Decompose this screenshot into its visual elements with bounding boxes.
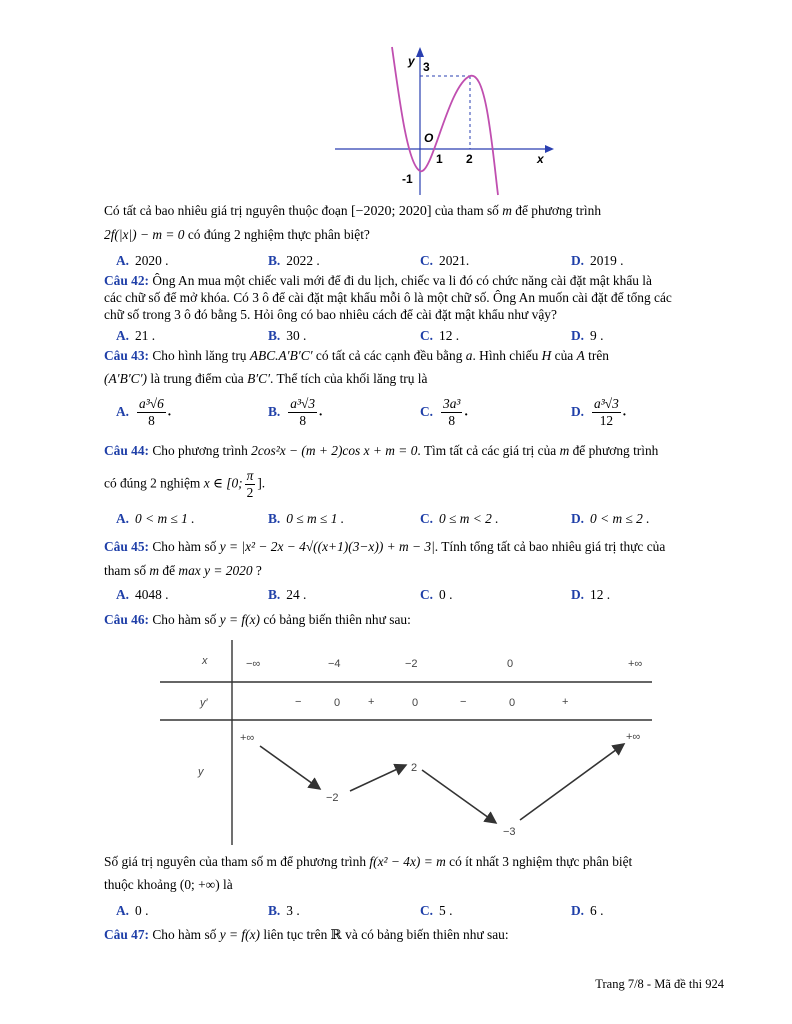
q42-line2: các chữ số để mở khóa. Có 3 ô để cài đặt mật khẩu mỗi ô là một chữ số. Ông An muốn cài đặt để tổng các <box>104 290 672 305</box>
graph-tick-3: 3 <box>423 60 430 74</box>
arrow-down-1 <box>260 746 320 789</box>
q45-option-c[interactable]: C. 0 . <box>420 587 453 602</box>
q41-option-d[interactable]: D. 2019 . <box>571 253 624 268</box>
table-yp-0: − <box>295 696 302 708</box>
table-y-0: +∞ <box>240 732 255 744</box>
table-yp-label: y′ <box>200 697 208 709</box>
q44-line1: Câu 44: Cho phương trình 2cos²x − (m + 2)cos x + m = 0. Tìm tất cả các giá trị của m để phương trình <box>104 443 659 458</box>
q45-line1: Câu 45: Cho hàm số y = |x² − 2x − 4√((x+1)(3−x)) + m − 3|. Tính tổng tất cả bao nhiêu giá trị thực của <box>104 539 666 554</box>
graph-tick-neg1: -1 <box>402 172 413 186</box>
q43-line1: Câu 43: Cho hình lăng trụ ABC.A′B′C′ có tất cả các cạnh đều bằng a. Hình chiếu H của A trên <box>104 348 609 363</box>
table-y-3: −3 <box>503 826 516 838</box>
q45-option-b[interactable]: B. 24 . <box>268 587 307 602</box>
q41-option-a[interactable]: A. 2020 . <box>116 253 169 268</box>
q44-option-a[interactable]: A. 0 < m ≤ 1 . <box>116 511 195 526</box>
table-yp-2: + <box>368 696 375 708</box>
q46-option-c[interactable]: C. 5 . <box>420 903 453 918</box>
q44-line2: có đúng 2 nghiệm x ∈ [0; $\frac{\pi}{2}$ ]. <box>104 468 266 500</box>
q46-option-b[interactable]: B. 3 . <box>268 903 300 918</box>
table-yp-5: 0 <box>509 697 516 709</box>
table-x-4: +∞ <box>628 658 643 670</box>
y-axis-arrow <box>416 47 424 57</box>
q43-option-a[interactable]: A. $\frac{\text{a³√6}}{8}$ . <box>116 396 172 428</box>
q44-option-c[interactable]: C. 0 ≤ m < 2 . <box>420 511 499 526</box>
q44-option-d[interactable]: D. 0 < m ≤ 2 . <box>571 511 650 526</box>
q43-option-b[interactable]: B. $\frac{\text{a³√3}}{8}$ . <box>268 396 323 428</box>
q44-option-b[interactable]: B. 0 ≤ m ≤ 1 . <box>268 511 345 526</box>
q41-option-b[interactable]: B. 2022 . <box>268 253 320 268</box>
variation-table <box>160 640 652 845</box>
q46-line3: thuộc khoảng (0; +∞) là <box>104 877 233 892</box>
function-graph <box>330 45 560 200</box>
q46-line1: Câu 46: Cho hàm số y = f(x) có bảng biến thiên như sau: <box>104 612 411 627</box>
q42-line3: chữ số trong 3 ô đó bằng 5. Hỏi ông có bao nhiêu cách để cài đặt mật khẩu như vậy? <box>104 307 557 322</box>
q41-line1: Có tất cả bao nhiêu giá trị nguyên thuộc đoạn [−2020; 2020] của tham số m để phương trình <box>104 203 602 219</box>
table-y-4: +∞ <box>626 731 641 743</box>
q46-line2: Số giá trị nguyên của tham số m để phương trình f(x² − 4x) = m có ít nhất 3 nghiệm thực phân biệt <box>104 854 633 869</box>
q46-option-d[interactable]: D. 6 . <box>571 903 604 918</box>
table-yp-6: + <box>562 696 569 708</box>
q43-option-d[interactable]: D. $\frac{\text{a³√3}}{12}$ . <box>571 396 627 428</box>
x-axis-arrow <box>545 145 554 153</box>
q42-option-c[interactable]: C. 12 . <box>420 328 460 343</box>
page-footer: Trang 7/8 - Mã đề thi 924 <box>595 977 724 991</box>
arrow-up-2 <box>520 744 624 820</box>
table-y-label: y <box>198 766 204 778</box>
q43-option-c[interactable]: C. $\frac{\text{3a³}}{8}$ . <box>420 396 468 428</box>
graph-y-label: y <box>408 54 415 68</box>
table-y-1: −2 <box>326 792 339 804</box>
table-yp-4: − <box>460 696 467 708</box>
graph-tick-2: 2 <box>466 152 473 166</box>
table-x-1: −4 <box>328 658 341 670</box>
q47-line1: Câu 47: Cho hàm số y = f(x) liên tục trên ℝ và có bảng biến thiên như sau: <box>104 927 509 942</box>
table-x-0: −∞ <box>246 658 261 670</box>
q45-line2: tham số m để max y = 2020 ? <box>104 563 262 578</box>
table-yp-3: 0 <box>412 697 419 709</box>
q42-option-d[interactable]: D. 9 . <box>571 328 604 343</box>
q46-option-a[interactable]: A. 0 . <box>116 903 149 918</box>
q45-option-a[interactable]: A. 4048 . <box>116 587 169 602</box>
table-x-2: −2 <box>405 658 418 670</box>
table-y-2: 2 <box>411 762 418 774</box>
graph-x-label: x <box>537 152 544 166</box>
q42-line1: Câu 42: Ông An mua một chiếc vali mới để đi du lịch, chiếc va li đó có chức năng cài đặt mật khẩu là <box>104 273 652 288</box>
q45-option-d[interactable]: D. 12 . <box>571 587 611 602</box>
graph-tick-1: 1 <box>436 152 443 166</box>
arrow-down-2 <box>422 770 496 823</box>
q42-option-a[interactable]: A. 21 . <box>116 328 156 343</box>
table-yp-1: 0 <box>334 697 341 709</box>
table-x-3: 0 <box>507 658 514 670</box>
q41-line2: 2f(|x|) − m = 0 có đúng 2 nghiệm thực phân biệt? <box>104 227 370 242</box>
q41-option-c[interactable]: C. 2021. <box>420 253 470 268</box>
q43-line2: (A′B′C′) là trung điểm của B′C′. Thể tích của khối lăng trụ là <box>104 371 428 386</box>
graph-origin: O <box>424 131 434 145</box>
q42-option-b[interactable]: B. 30 . <box>268 328 307 343</box>
arrow-up-1 <box>350 765 406 791</box>
table-x-label: x <box>202 655 208 667</box>
